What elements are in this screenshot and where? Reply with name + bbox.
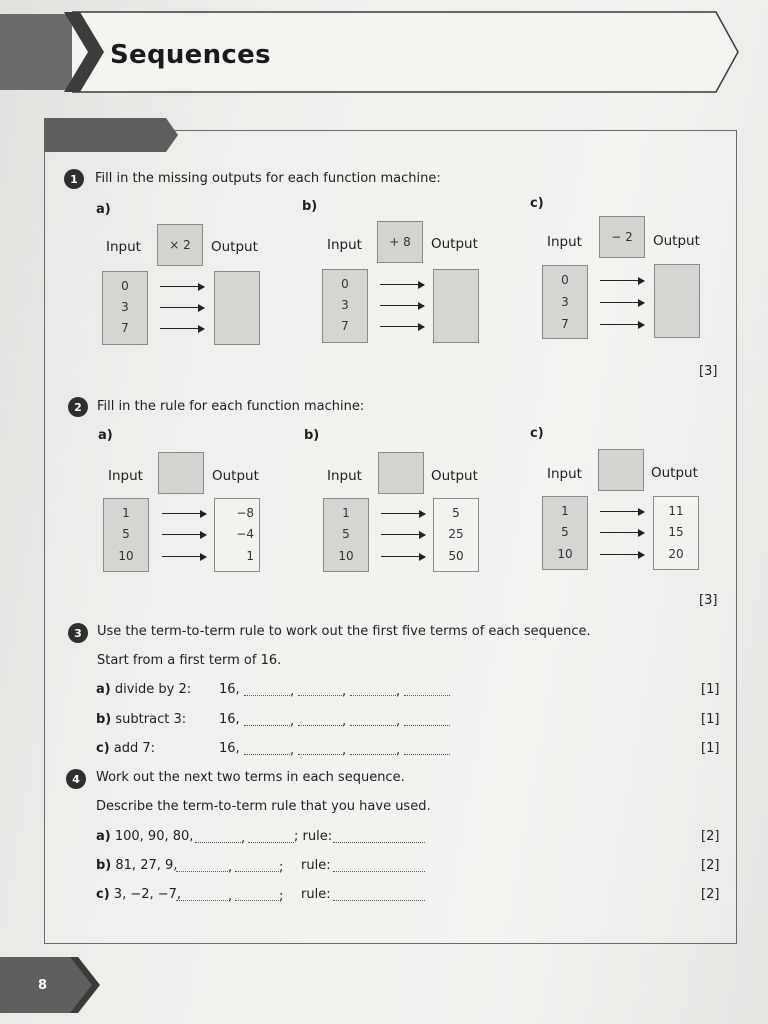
arrow-icon xyxy=(160,286,204,287)
q1c-operation: − 2 xyxy=(611,230,633,244)
question-2-number: 2 xyxy=(68,397,88,417)
q2b-output-3: 50 xyxy=(448,549,464,563)
q3c-prompt xyxy=(96,741,155,756)
page-title: Sequences xyxy=(110,40,271,70)
q3b-answer-2[interactable] xyxy=(298,714,342,726)
q4c-prompt xyxy=(96,887,181,902)
q2c-input-3: 10 xyxy=(557,547,573,561)
q3c-answer-1[interactable] xyxy=(244,743,290,755)
q1a-operation-box xyxy=(157,224,203,266)
q4b-answer-1[interactable] xyxy=(176,860,228,872)
q4a-answer-2[interactable] xyxy=(248,831,294,843)
q3a-answer-3[interactable] xyxy=(350,684,396,696)
question-3-text: Use the term-to-term rule to work out the first five terms of each sequence. xyxy=(97,624,591,639)
q4b-rule-answer[interactable] xyxy=(333,860,425,872)
comma: , xyxy=(342,714,347,729)
q3a-answer-2[interactable] xyxy=(298,684,342,696)
arrow-icon xyxy=(600,324,644,325)
q3c-mark: [1] xyxy=(701,741,720,756)
q1a-input-1: 0 xyxy=(121,279,129,293)
q2a-rule-answer-box[interactable] xyxy=(158,452,204,494)
arrow-icon xyxy=(162,513,206,514)
q1a-output-label: Output xyxy=(211,239,258,255)
arrow-icon xyxy=(162,556,206,557)
q2a-output-3: 1 xyxy=(246,549,254,563)
q3c-label: c) xyxy=(96,741,110,756)
q1a-output-answer-box[interactable] xyxy=(214,271,260,345)
q4b-sequence: 81, 27, 9, xyxy=(115,858,178,873)
q2b-input-1: 1 xyxy=(342,506,350,520)
q2a-input-label: Input xyxy=(108,468,143,484)
q1c-label: c) xyxy=(530,196,544,211)
q4a-rule-label: ; rule: xyxy=(294,829,333,844)
q2c-output-2: 15 xyxy=(668,525,684,539)
q2c-rule-answer-box[interactable] xyxy=(598,449,644,491)
q3c-answer-3[interactable] xyxy=(350,743,396,755)
q3a-first-term: 16, xyxy=(219,682,240,697)
q1b-output-answer-box[interactable] xyxy=(433,269,479,343)
q2b-input-2: 5 xyxy=(342,527,350,541)
comma: , xyxy=(396,714,401,729)
q1b-input-2: 3 xyxy=(341,298,349,312)
q4a-sequence: 100, 90, 80, xyxy=(114,829,194,844)
arrow-icon xyxy=(380,284,424,285)
q4c-answer-1[interactable] xyxy=(176,889,228,901)
comma: , xyxy=(290,743,295,758)
q2b-output-label: Output xyxy=(431,468,478,484)
q2b-rule-answer-box[interactable] xyxy=(378,452,424,494)
q2a-output-1: −8 xyxy=(236,506,254,520)
q1a-input-3: 7 xyxy=(121,321,129,335)
q2c-input-2: 5 xyxy=(561,525,569,539)
question-4-text: Work out the next two terms in each sequence. xyxy=(96,770,405,785)
q2a-input-3: 10 xyxy=(118,549,134,563)
q2a-input-2: 5 xyxy=(122,527,130,541)
comma: , xyxy=(228,860,233,875)
q2a-label: a) xyxy=(98,428,113,443)
q2c-output-label: Output xyxy=(651,465,698,481)
q3a-answer-1[interactable] xyxy=(244,684,290,696)
q1c-output-label: Output xyxy=(653,233,700,249)
question-2-text: Fill in the rule for each function machine: xyxy=(97,399,365,414)
arrow-icon xyxy=(600,302,644,303)
q1a-input-label: Input xyxy=(106,239,141,255)
q2b-output-2: 25 xyxy=(448,527,464,541)
q2c-output-1: 11 xyxy=(668,504,684,518)
q3b-label: b) xyxy=(96,712,112,727)
q3a-prompt xyxy=(96,682,191,697)
q4c-rule-label: rule: xyxy=(301,887,331,902)
comma: , xyxy=(290,714,295,729)
exercise-tab xyxy=(44,118,184,154)
q1c-input-2: 3 xyxy=(561,295,569,309)
arrow-icon xyxy=(380,305,424,306)
question-4-number: 4 xyxy=(66,769,86,789)
question-3-number: 3 xyxy=(68,623,88,643)
q1c-output-answer-box[interactable] xyxy=(654,264,700,338)
q3b-mark: [1] xyxy=(701,712,720,727)
q4b-mark: [2] xyxy=(701,858,720,873)
arrow-icon xyxy=(600,511,644,512)
q4c-mark: [2] xyxy=(701,887,720,902)
q3c-answer-4[interactable] xyxy=(404,743,450,755)
q4c-sequence: 3, −2, −7, xyxy=(113,887,182,902)
q3b-text: subtract 3: xyxy=(115,712,187,727)
q2b-output-1: 5 xyxy=(452,506,460,520)
q1c-input-label: Input xyxy=(547,234,582,250)
q4b-rule-label: rule: xyxy=(301,858,331,873)
q4b-label: b) xyxy=(96,858,112,873)
q1b-operation-box xyxy=(377,221,423,263)
comma: , xyxy=(396,684,401,699)
q1c-operation-box xyxy=(599,216,645,258)
comma: ; xyxy=(279,860,284,875)
q4b-answer-2[interactable] xyxy=(235,860,279,872)
q2a-output-label: Output xyxy=(212,468,259,484)
q2-mark: [3] xyxy=(699,593,718,608)
q3b-answer-3[interactable] xyxy=(350,714,396,726)
q2c-input-1: 1 xyxy=(561,504,569,518)
arrow-icon xyxy=(381,534,425,535)
q3a-label: a) xyxy=(96,682,111,697)
q4a-rule-answer[interactable] xyxy=(333,831,425,843)
q2c-output-3: 20 xyxy=(668,547,684,561)
q2b-input-3: 10 xyxy=(338,549,354,563)
q3a-answer-4[interactable] xyxy=(404,684,450,696)
q1b-operation: + 8 xyxy=(389,235,411,249)
q3b-first-term: 16, xyxy=(219,712,240,727)
q1b-output-label: Output xyxy=(431,236,478,252)
page-number-tab xyxy=(0,955,110,1015)
q4c-answer-2[interactable] xyxy=(235,889,279,901)
comma: , xyxy=(396,743,401,758)
q3c-answer-2[interactable] xyxy=(298,743,342,755)
q4a-answer-1[interactable] xyxy=(195,831,241,843)
arrow-icon xyxy=(381,513,425,514)
q1b-input-3: 7 xyxy=(341,319,349,333)
q1a-label: a) xyxy=(96,202,111,217)
q1a-operation: × 2 xyxy=(169,238,191,252)
q3b-prompt xyxy=(96,712,186,727)
q4c-label: c) xyxy=(96,887,110,902)
q3a-mark: [1] xyxy=(701,682,720,697)
arrow-icon xyxy=(380,326,424,327)
arrow-icon xyxy=(600,532,644,533)
comma: , xyxy=(342,684,347,699)
q3a-text: divide by 2: xyxy=(114,682,192,697)
q1b-label: b) xyxy=(302,199,318,214)
q3c-text: add 7: xyxy=(113,741,156,756)
q3b-answer-1[interactable] xyxy=(244,714,290,726)
arrow-icon xyxy=(600,280,644,281)
q2b-label: b) xyxy=(304,428,320,443)
arrow-icon xyxy=(160,328,204,329)
question-4-describe: Describe the term-to-term rule that you have used. xyxy=(96,799,431,814)
page-number: 8 xyxy=(38,978,48,993)
question-1-text: Fill in the missing outputs for each function machine: xyxy=(95,171,441,186)
q1-mark: [3] xyxy=(699,364,718,379)
q2b-input-label: Input xyxy=(327,468,362,484)
arrow-icon xyxy=(160,307,204,308)
comma: ; xyxy=(279,889,284,904)
comma: , xyxy=(342,743,347,758)
q4a-prompt xyxy=(96,829,193,844)
q2c-input-label: Input xyxy=(547,466,582,482)
q3c-first-term: 16, xyxy=(219,741,240,756)
q4a-mark: [2] xyxy=(701,829,720,844)
arrow-icon xyxy=(600,554,644,555)
q2c-label: c) xyxy=(530,426,544,441)
q1b-input-1: 0 xyxy=(341,277,349,291)
q4c-rule-answer[interactable] xyxy=(333,889,425,901)
q1c-input-3: 7 xyxy=(561,317,569,331)
question-1-number: 1 xyxy=(64,169,84,189)
q1c-input-1: 0 xyxy=(561,273,569,287)
comma: , xyxy=(241,831,246,846)
q3b-answer-4[interactable] xyxy=(404,714,450,726)
comma: , xyxy=(290,684,295,699)
q4b-prompt xyxy=(96,858,177,873)
q1a-input-2: 3 xyxy=(121,300,129,314)
q1b-input-label: Input xyxy=(327,237,362,253)
arrow-icon xyxy=(381,556,425,557)
q4a-label: a) xyxy=(96,829,111,844)
comma: , xyxy=(228,889,233,904)
q2a-output-2: −4 xyxy=(236,527,254,541)
arrow-icon xyxy=(162,534,206,535)
q2a-input-1: 1 xyxy=(122,506,130,520)
question-3-start: Start from a first term of 16. xyxy=(97,653,282,668)
